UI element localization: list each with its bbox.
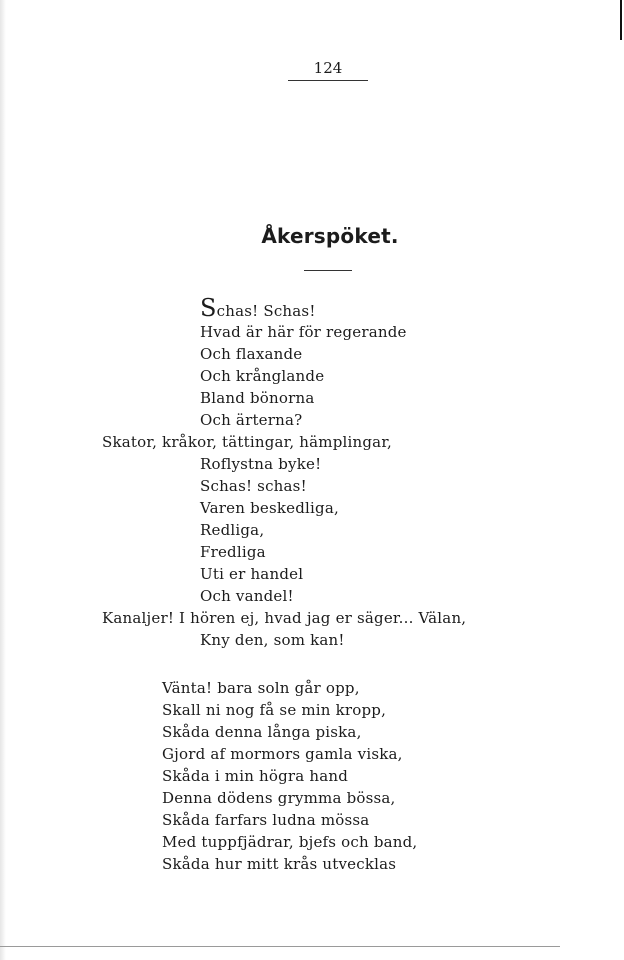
poem-line: Med tuppfjädrar, bjefs och band, xyxy=(162,833,418,851)
page-edge-shadow xyxy=(0,0,6,960)
poem-line: Schas! schas! xyxy=(200,477,307,495)
poem-line xyxy=(200,294,316,322)
poem-title: Åkerspöket. xyxy=(261,224,399,248)
poem-line: Kny den, som kan! xyxy=(200,631,345,649)
page-edge-mark xyxy=(620,0,622,40)
poem-line: Gjord af mormors gamla viska, xyxy=(162,745,403,763)
poem-line: Varen beskedliga, xyxy=(200,499,339,517)
poem-line: Vänta! bara soln går opp, xyxy=(162,679,360,697)
poem-line: Bland bönorna xyxy=(200,389,315,407)
poem-line: Skåda hur mitt krås utvecklas xyxy=(162,855,397,873)
poem-line: Hvad är här för regerande xyxy=(200,323,407,341)
poem-line: Denna dödens grymma bössa, xyxy=(162,789,396,807)
poem-line: Skåda i min högra hand xyxy=(162,767,349,785)
poem-line: Och ärterna? xyxy=(200,411,303,429)
poem-line: Skall ni nog få se min kropp, xyxy=(162,701,387,719)
poem-line: Skator, kråkor, tättingar, hämplingar, xyxy=(102,433,393,451)
poem-line: Roflystna byke! xyxy=(200,455,322,473)
poem-line: Uti er handel xyxy=(200,565,304,583)
poem-line: Och krånglande xyxy=(200,367,325,385)
title-rule xyxy=(304,270,352,271)
page-number-rule xyxy=(288,80,368,81)
poem-line: Kanaljer! I hören ej, hvad jag er säger... Välan, xyxy=(102,609,467,627)
poem-line-text: chas! Schas! xyxy=(216,302,316,320)
poem-line: Och vandel! xyxy=(200,587,294,605)
page-bottom-edge xyxy=(0,946,560,947)
poem-line: Och flaxande xyxy=(200,345,303,363)
poem-line: Redliga, xyxy=(200,521,265,539)
drop-capital: S xyxy=(200,294,217,322)
page-number: 124 xyxy=(313,59,343,77)
poem-line: Skåda denna långa piska, xyxy=(162,723,362,741)
poem-line: Fredliga xyxy=(200,543,266,561)
poem-line: Skåda farfars ludna mössa xyxy=(162,811,370,829)
